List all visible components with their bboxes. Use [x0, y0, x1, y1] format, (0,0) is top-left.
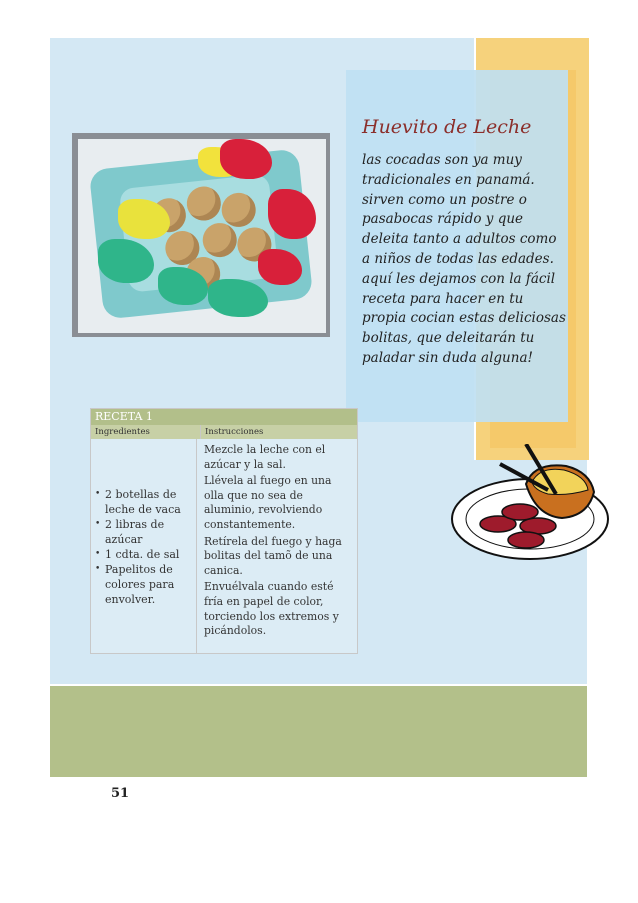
- ingredients-cell: [91, 439, 197, 653]
- recipe-header: RECETA 1: [91, 409, 357, 425]
- ingredient-item: • 1 cdta. de sal: [101, 547, 196, 562]
- recipe-table: [90, 408, 358, 654]
- ingredient-item: • 2 libras de azúcar: [101, 517, 196, 547]
- ingredients-header: Ingredientes: [91, 425, 201, 439]
- instruction-step: Envuélvala cuando esté fría en papel de color, torciendo los extremos y picándolos.: [204, 580, 339, 638]
- recipe-photo: [72, 133, 330, 337]
- recipe-column-headers: [91, 425, 357, 439]
- instruction-step: Llévela al fuego en una olla que no sea de aluminio, revolviendo constantemente.: [204, 474, 332, 531]
- recipe-description: las cocadas son ya muy tradicionales en panamá. sirven como un postre o pasabocas rápido y que deleita tanto a adultos como a niños de todas las edades. aquí les dejamos con la fácil receta para hacer en tu propia cocian estas deliciosas bolitas, que deleitarán tu paladar sin duda alguna!: [362, 152, 566, 366]
- ingredient-item: • 2 botellas de leche de vaca: [101, 487, 196, 517]
- recipe-title: Huevito de Leche: [362, 116, 532, 138]
- plate-illustration: [448, 444, 618, 594]
- instructions-header: Instrucciones: [205, 427, 264, 437]
- ingredient-item: • Papelitos de colores para envolver.: [101, 562, 196, 607]
- instruction-step: Mezcle la leche con el azúcar y la sal.: [204, 443, 326, 471]
- instructions-cell: [197, 439, 357, 653]
- page-number: 51: [111, 786, 130, 801]
- instruction-step: Retírela del fuego y haga bolitas del tamõ de una canica.: [204, 534, 342, 577]
- footer-band: [50, 684, 587, 777]
